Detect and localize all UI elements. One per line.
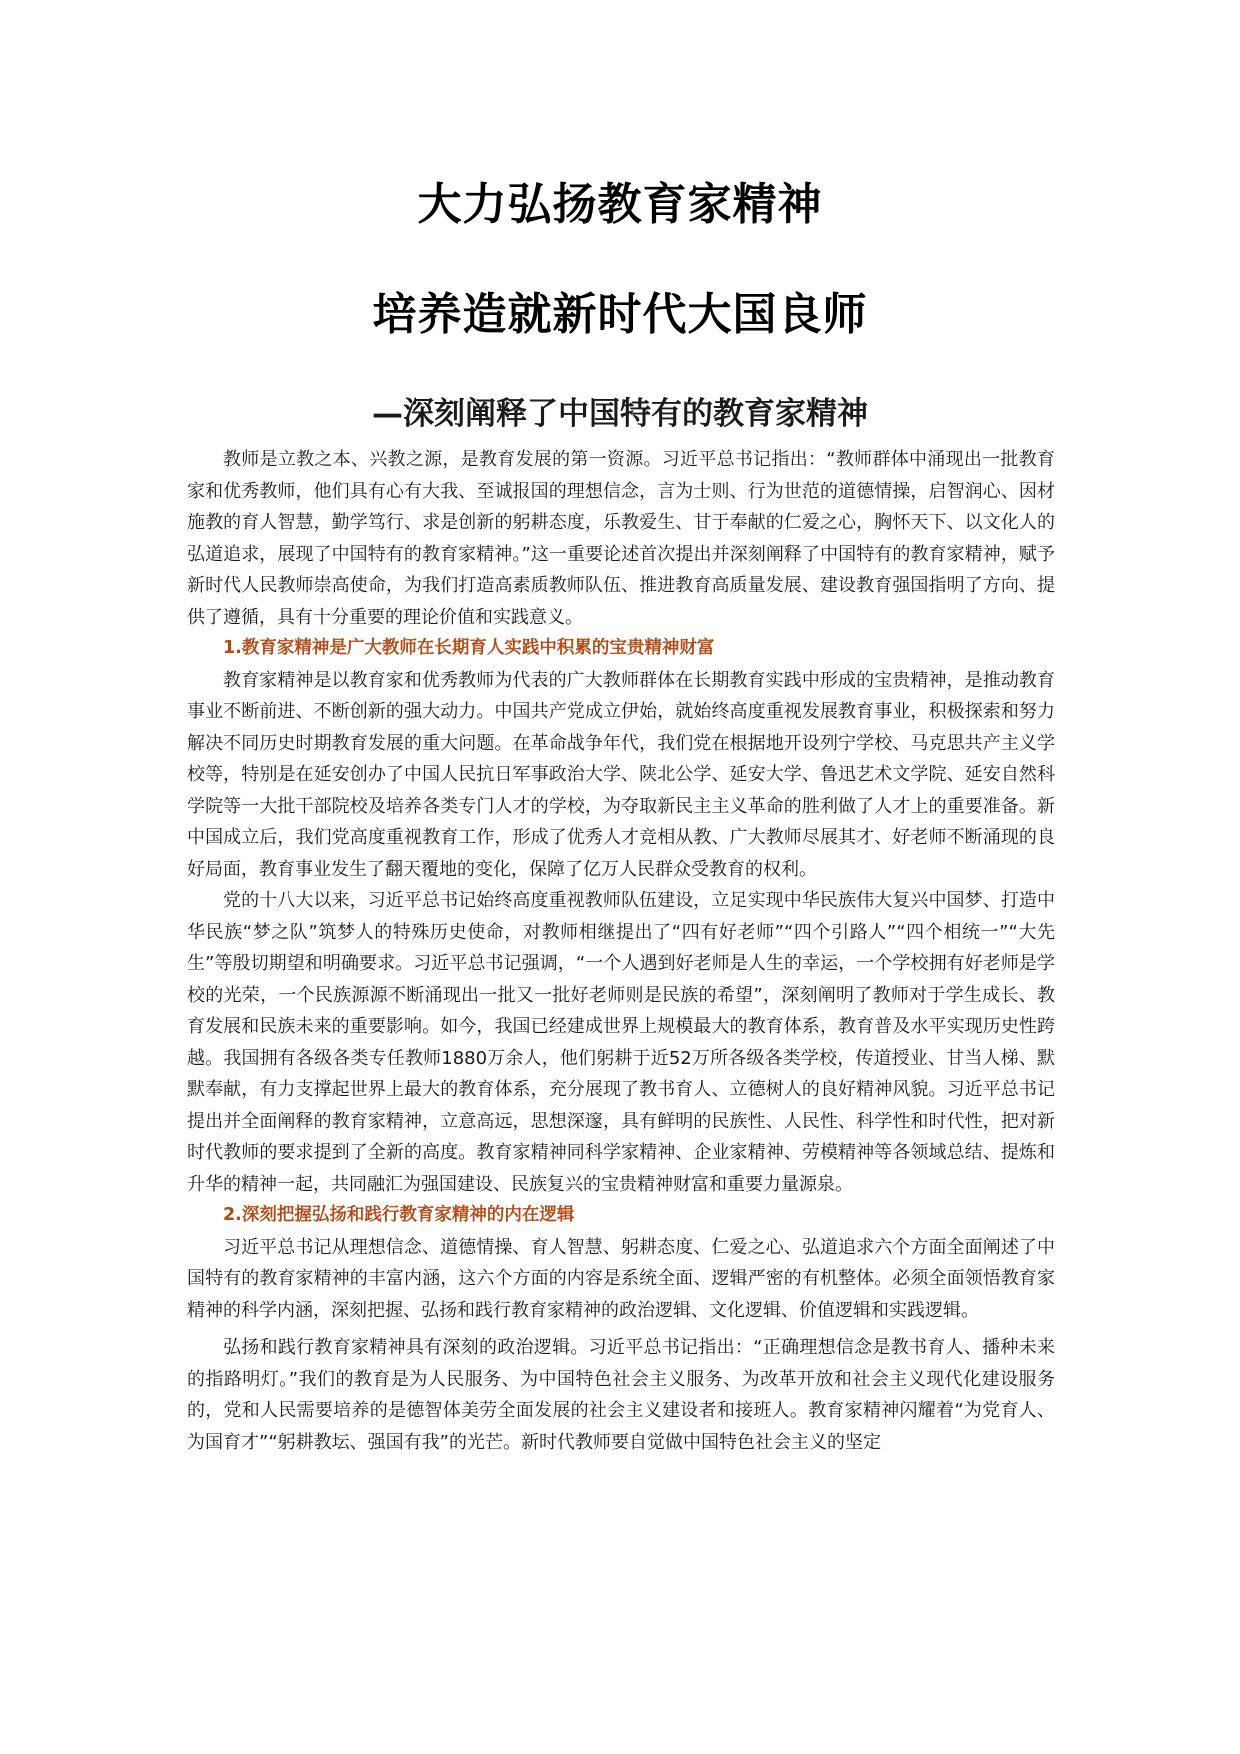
- section-2-paragraph-1: 习近平总书记从理想信念、道德情操、育人智慧、躬耕态度、仁爱之心、弘道追求六个方面全面阐述了中国特有的教育家精神的丰富内涵，这六个方面的内容是系统全面、逻辑严密的有机整体。必须全面领悟教育家精神的科学内涵，深刻把握、弘扬和践行教育家精神的政治逻辑、文化逻辑、价值逻辑和实践逻辑。: [187, 1236, 1055, 1321]
- section-2-heading: 2.深刻把握弘扬和践行教育家精神的内在逻辑: [223, 1205, 575, 1225]
- section-1-paragraph-1: 教育家精神是以教育家和优秀教师为代表的广大教师群体在长期教育实践中形成的宝贵精神，是推动教育事业不断前进、不断创新的强大动力。中国共产党成立伊始，就始终高度重视发展教育事业，积极探索和努力解决不同历史时期教育发展的重大问题。在革命战争年代，我们党在根据地开设列宁学校、马克思共产主义学校等，特别是在延安创办了中国人民抗日军事政治大学、陕北公学、延安大学、鲁迅艺术文学院、延安自然科学院等一大批干部院校及培养各类专门人才的学校，为夺取新民主主义革命的胜利做了人才上的重要准备。新中国成立后，我们党高度重视教育工作，形成了优秀人才竞相从教、广大教师尽展其才、好老师不断涌现的良好局面，教育事业发生了翻天覆地的变化，保障了亿万人民群众受教育的权利。: [187, 669, 1055, 880]
- document-subtitle: —深刻阐释了中国特有的教育家精神: [372, 396, 868, 432]
- section-2-paragraph-2: 弘扬和践行教育家精神具有深刻的政治逻辑。习近平总书记指出：“正确理想信念是教书育人、播种未来的指路明灯。”我们的教育是为人民服务、为中国特色社会主义服务、为改革开放和社会主义现代化建设服务的，党和人民需要培养的是德智体美劳全面发展的社会主义建设者和接班人。教育家精神闪耀着“为党育人、为国育才”“躬耕教坛、强国有我”的光芒。新时代教师要自觉做中国特色社会主义的坚定: [187, 1337, 1055, 1453]
- document-title-line-1: 大力弘扬教育家精神: [417, 179, 823, 230]
- document-title-line-2: 培养造就新时代大国良师: [372, 289, 868, 340]
- intro-paragraph: 教师是立教之本、兴教之源，是教育发展的第一资源。习近平总书记指出：“教师群体中涌现出一批教育家和优秀教师，他们具有心有大我、至诚报国的理想信念，言为士则、行为世范的道德情操，启智润心、因材施教的育人智慧，勤学笃行、求是创新的躬耕态度，乐教爱生、甘于奉献的仁爱之心，胸怀天下、以文化人的弘道追求，展现了中国特有的教育家精神。”这一重要论述首次提出并深刻阐释了中国特有的教育家精神，赋予新时代人民教师崇高使命，为我们打造高素质教师队伍、推进教育高质量发展、建设教育强国指明了方向、提供了遵循，具有十分重要的理论价值和实践意义。: [187, 449, 1055, 628]
- document-body: [187, 444, 1055, 1458]
- section-1-paragraph-2: 党的十八大以来，习近平总书记始终高度重视教师队伍建设，立足实现中华民族伟大复兴中国梦、打造中华民族“梦之队”筑梦人的特殊历史使命，对教师相继提出了“四有好老师”“四个引路人”“四个相统一”“大先生”等殷切期望和明确要求。习近平总书记强调，“一个人遇到好老师是人生的幸运，一个学校拥有好老师是学校的光荣，一个民族源源不断涌现出一批又一批好老师则是民族的希望”，深刻阐明了教师对于学生成长、教育发展和民族未来的重要影响。如今，我国已经建成世界上规模最大的教育体系，教育普及水平实现历史性跨越。我国拥有各级各类专任教师1880万余人，他们躬耕于近52万所各级各类学校，传道授业、甘当人梯、默默奉献，有力支撑起世界上最大的教育体系，充分展现了教书育人、立德树人的良好精神风貌。习近平总书记提出并全面阐释的教育家精神，立意高远，思想深邃，具有鲜明的民族性、人民性、科学性和时代性，把对新时代教师的要求提到了全新的高度。教育家精神同科学家精神、企业家精神、劳模精神等各领域总结、提炼和升华的精神一起，共同融汇为强国建设、民族复兴的宝贵精神财富和重要力量源泉。: [187, 890, 1055, 1195]
- section-1-heading: 1.教育家精神是广大教师在长期育人实践中积累的宝贵精神财富: [223, 638, 715, 658]
